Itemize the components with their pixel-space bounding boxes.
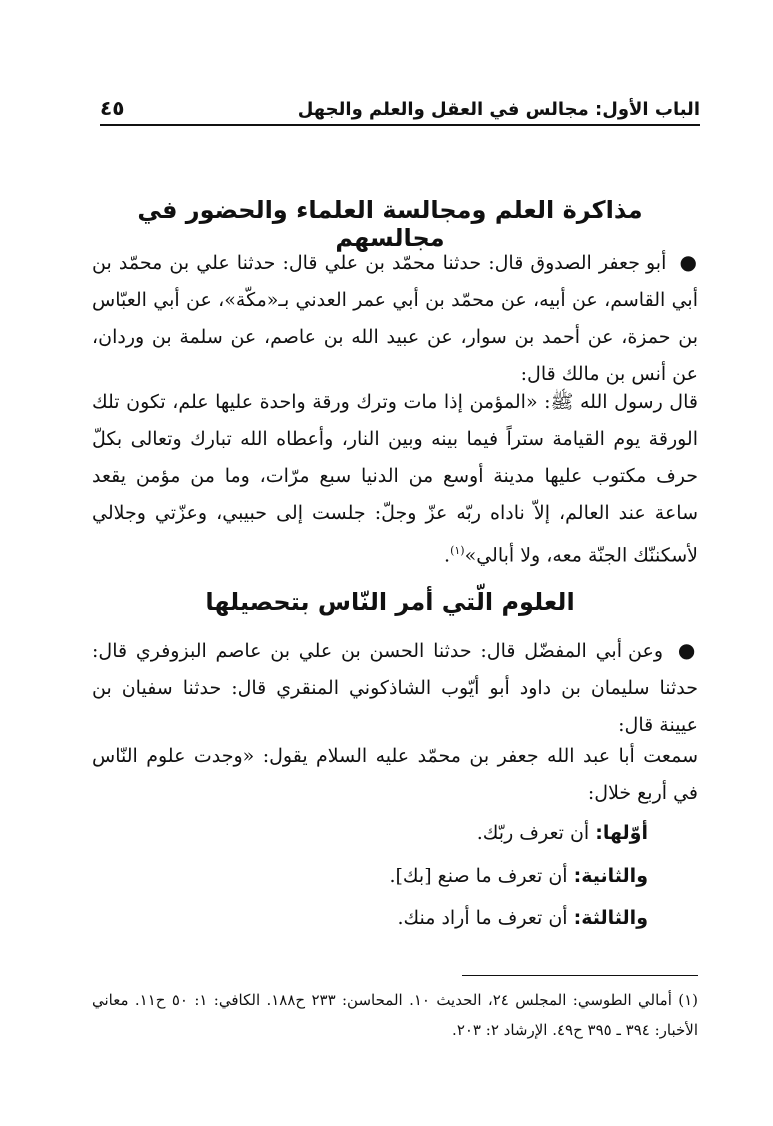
section-heading-1: مذاكرة العلم ومجالسة العلماء والحضور في مجالسهم bbox=[137, 196, 643, 252]
paragraph-3-text: وعن أبي المفضّل قال: حدثنا الحسن بن علي بن عاصم البزوفري قال: حدثنا سليمان بن داود أبو أيّوب الشاذكوني المنقري قال: حدثنا سفيان بن عيينة قال: bbox=[92, 640, 698, 736]
running-head: الباب الأول: مجالس في العقل والعلم والجهل bbox=[297, 99, 700, 120]
paragraph-1-text: أبو جعفر الصدوق قال: حدثنا محمّد بن علي قال: حدثنا علي بن محمّد بن أبي القاسم، عن أبيه، عن محمّد بن أبي عمر العدني بـ«مكّة»، عن أبي العبّاس بن حمزة، عن أحمد بن سوار، عن عبيد الله بن عاصم، عن سلمة بن وردان، عن أنس بن مالك قال: bbox=[92, 252, 698, 385]
list-item-text: أن تعرف ربّك. bbox=[476, 822, 590, 844]
list-item bbox=[92, 815, 648, 851]
bullet-icon: ● bbox=[677, 638, 699, 662]
paragraph-2 bbox=[92, 384, 698, 574]
page-header bbox=[100, 88, 700, 126]
paragraph-2-end: . bbox=[444, 544, 451, 567]
list-item bbox=[92, 900, 648, 936]
footnote-ref: (١) bbox=[450, 544, 465, 557]
paragraph-3 bbox=[92, 632, 698, 744]
list-item-label: والثانية: bbox=[573, 865, 648, 887]
list-item-text: أن تعرف ما صنع [بك]. bbox=[389, 865, 568, 887]
bullet-icon: ● bbox=[679, 250, 699, 274]
footnote: (١) أمالي الطوسي: المجلس ٢٤، الحديث ١٠. المحاسن: ٢٣٣ ح١٨٨. الكافي: ١: ٥٠ ح١١. معاني الأخبار: ٣٩٤ ـ ٣٩٥ ح٤٩. الإرشاد ٢: ٢٠٣. bbox=[92, 991, 699, 1039]
paragraph-2-text: قال رسول الله ﷺ: «المؤمن إذا مات وترك ورقة واحدة عليها علم، تكون تلك الورقة يوم القيامة ستراً فيما بينه وبين النار، وأعطاه الله تبارك وتعالى بكلّ حرف مكتوب عليها مدينة أوسع من الدنيا سبع مرّات، وما من مؤمن يقعد ساعة عند العالم، إلاّ ناداه ربّه عزّ وجلّ: جلست إلى حبيبي، وعزّتي وجلالي لأسكننّك الجنّة معه، ولا أبالي» bbox=[92, 391, 698, 567]
paragraph-4-text: سمعت أبا عبد الله جعفر بن محمّد عليه السلام يقول: «وجدت علوم النّاس في أربع خلال: bbox=[92, 745, 698, 804]
list-item-label: والثالثة: bbox=[573, 907, 648, 929]
page-number: ٤٥ bbox=[100, 96, 125, 120]
list-item bbox=[92, 858, 648, 894]
footnote-divider bbox=[462, 975, 698, 976]
list-item-label: أوّلها: bbox=[595, 822, 648, 844]
paragraph-4 bbox=[92, 738, 698, 812]
paragraph-1 bbox=[92, 244, 698, 393]
list-item-text: أن تعرف ما أراد منك. bbox=[397, 907, 568, 929]
section-heading-2: العلوم الّتي أمر النّاس بتحصيلها bbox=[205, 588, 575, 616]
